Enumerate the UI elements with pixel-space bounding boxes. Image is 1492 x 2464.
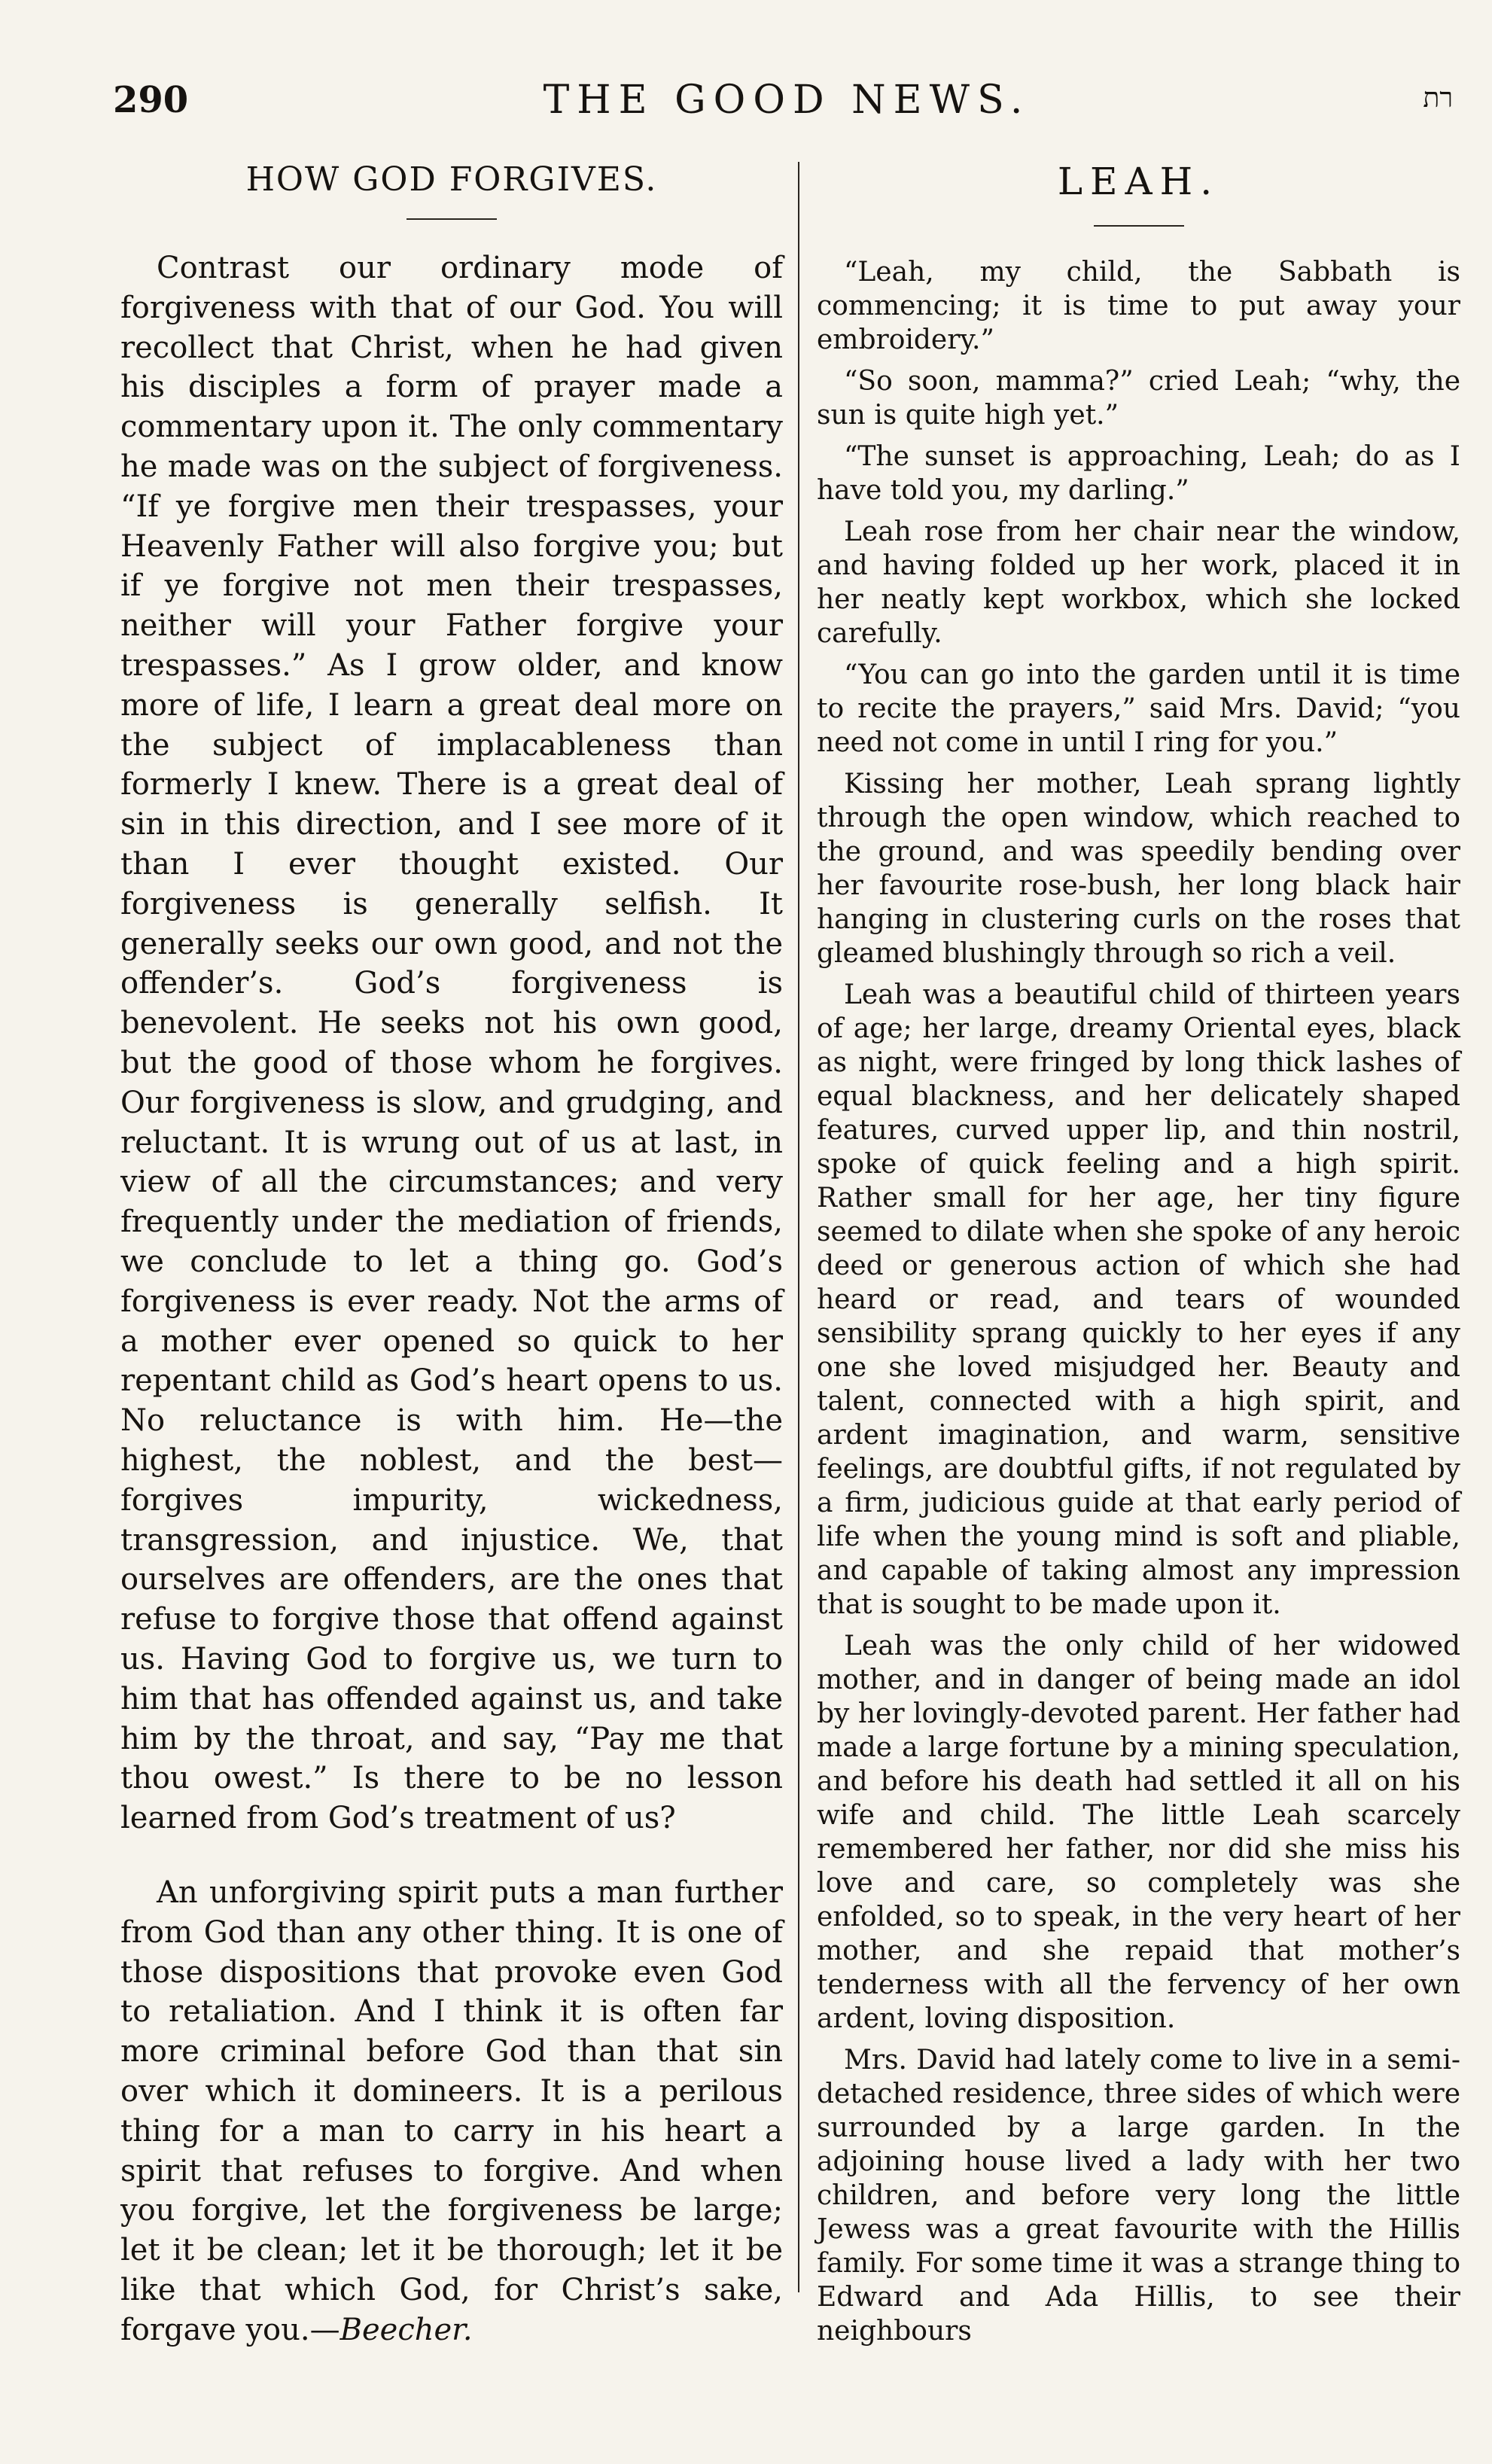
- page-number: 290: [113, 79, 189, 121]
- article-paragraph-closing: [120, 1873, 783, 2350]
- article-title-how-god-forgives: HOW GOD FORGIVES.: [245, 160, 658, 199]
- article-paragraph: Leah was a beautiful child of thirteen years of age; her large, dreamy Oriental eyes, black as night, were fringed by long thick lashes of equal blackness, and her delicately shaped features, curved upper lip, and thin nostril, spoke of quick feeling and a high spirit. Rather small for her age, her tiny figure seemed to dilate when she spoke of any heroic deed or generous action of which she had heard or read, and tears of wounded sensibility sprang quickly to her eyes if any one she loved misjudged her. Beauty and talent, connected with a high spirit, and ardent imagination, and warm, sensitive feelings, are doubtful gifts, if not regulated by a firm, judicious guide at that early period of life when the young mind is soft and pliable, and capable of taking almost any impression that is sought to be made upon it.: [817, 979, 1460, 1620]
- article-paragraph: “You can go into the garden until it is time to recite the prayers,” said Mrs. David; “you need not come in until I ring for you.”: [817, 659, 1460, 758]
- title-rule: [1094, 225, 1184, 227]
- article-paragraph: “So soon, mamma?” cried Leah; “why, the sun is quite high yet.”: [817, 365, 1460, 431]
- article-paragraph: Leah was the only child of her widowed mother, and in danger of being made an idol by her lovingly-devoted parent. Her father had made a large fortune by a mining speculation, and before his death had settled it all on his wife and child. The little Leah scarcely remembered her father, nor did she miss his love and care, so completely was she enfolded, so to speak, in the very heart of her mother, and she repaid that mother’s tenderness with all the fervency of her own ardent, loving disposition.: [817, 1630, 1460, 2034]
- article-paragraph: “Leah, my child, the Sabbath is commencing; it is time to put away your embroidery.”: [817, 256, 1460, 355]
- left-column: [120, 158, 783, 2361]
- article-paragraph: Leah rose from her chair near the window, and having folded up her work, placed it in her neatly kept workbox, which she locked carefully.: [817, 516, 1460, 649]
- right-column: [817, 158, 1460, 2356]
- article-paragraph: Mrs. David had lately come to live in a semi-detached residence, three sides of which were surrounded by a large garden. In the adjoining house lived a lady with her two children, and before very long the little Jewess was a great favourite with the Hillis family. For some time it was a strange thing to Edward and Ada Hillis, to see their neighbours: [817, 2044, 1460, 2347]
- title-rule: [406, 218, 497, 220]
- running-head: [113, 72, 1460, 139]
- attribution: Beecher.: [340, 2312, 473, 2347]
- article-paragraph: Kissing her mother, Leah sprang lightly through the open window, which reached to the ground, and was speedily bending over her favourite rose-bush, her long black hair hanging in clustering curls on the roses that gleamed blushingly through so rich a veil.: [817, 768, 1460, 969]
- paragraph-text: An unforgiving spirit puts a man further from God than any other thing. It is one of those dispositions that provoke even God to retaliation. And I think it is often far more criminal before God than that sin over which it domineers. It is a perilous thing for a man to carry in his heart a spirit that refuses to forgive. And when you forgive, let the forgiveness be large; let it be clean; let it be thorough; let it be like that which God, for Christ’s sake, forgave you.—: [120, 1875, 783, 2347]
- article-paragraph: Contrast our ordinary mode of forgiveness with that of our God. You will recollect that Christ, when he had given his disciples a form of prayer made a commentary upon it. The only commentary he made was on the subject of forgiveness. “If ye forgive men their trespasses, your Heavenly Father will also forgive you; but if ye forgive not men their trespasses, neither will your Father forgive your trespasses.” As I grow older, and know more of life, I learn a great deal more on the subject of implacableness than formerly I knew. There is a great deal of sin in this direction, and I see more of it than I ever thought existed. Our forgiveness is generally selfish. It generally seeks our own good, and not the offender’s. God’s forgiveness is benevolent. He seeks not his own good, but the good of those whom he forgives. Our forgiveness is slow, and grudging, and reluctant. It is wrung out of us at last, in view of all the circumstances; and very frequently under the mediation of friends, we conclude to let a thing go. God’s forgiveness is ever ready. Not the arms of a mother ever opened so quick to her repentant child as God’s heart opens to us. No reluctance is with him. He—the highest, the noblest, and the best—forgives impurity, wickedness, transgression, and injustice. We, that ourselves are offenders, are the ones that refuse to forgive those that offend against us. Having God to forgive us, we turn to him that has offended against us, and take him by the throat, and say, “Pay me that thou owest.” Is there to be no lesson learned from God’s treatment of us?: [120, 251, 783, 1836]
- article-paragraph: “The sunset is approaching, Leah; do as I have told you, my darling.”: [817, 440, 1460, 506]
- hebrew-mark: רת: [1423, 83, 1453, 114]
- journal-title: THE GOOD NEWS.: [543, 78, 1031, 123]
- newspaper-page: [113, 72, 1460, 2420]
- article-title-leah: LEAH.: [1057, 160, 1220, 203]
- column-divider: [798, 162, 799, 2292]
